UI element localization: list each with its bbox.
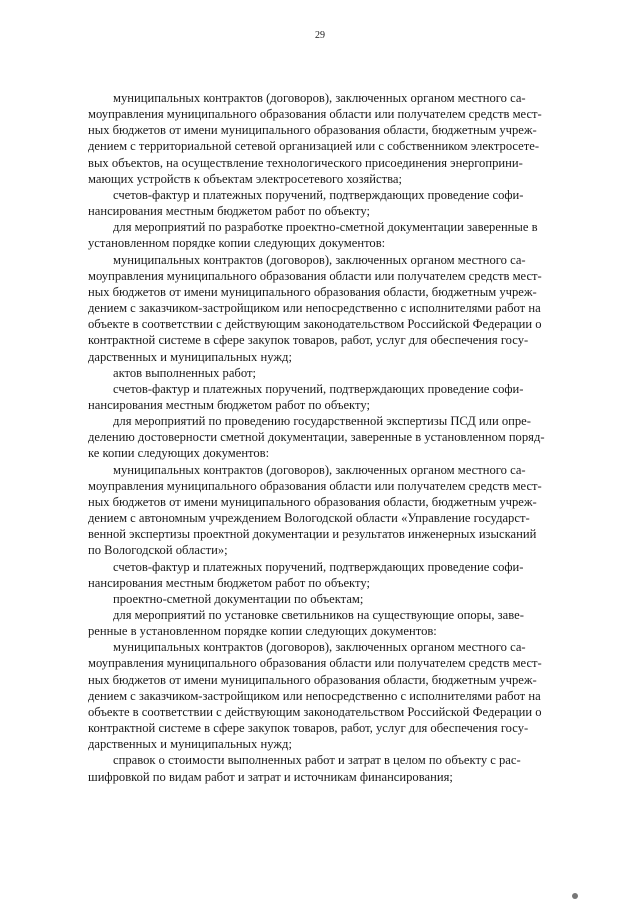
page-number: 29	[315, 30, 325, 41]
document-body	[88, 90, 584, 785]
paragraph: муниципальных контрактов (договоров), заключенных органом местного са- моуправления муниципального образования области или получателем средств мест- ных бюджетов от имени муниципального образования области, бюджетным учреж- дением с заказчиком-застройщиком или непосредственно с исполнителями работ на объекте в соответствии с действующим законодательством Российской Федерации о контрактной системе в сфере закупок товаров, работ, услуг для обеспечения госу- дарственных и муниципальных нужд;	[88, 640, 542, 752]
paragraph: справок о стоимости выполненных работ и затрат в целом по объекту с рас- шифровкой по видам работ и затрат и источникам финансирования;	[88, 753, 521, 784]
paragraph: актов выполненных работ;	[113, 365, 256, 380]
paragraph: для мероприятий по разработке проектно-сметной документации заверенные в установленном порядке копии следующих документов:	[88, 220, 538, 251]
paragraph: муниципальных контрактов (договоров), заключенных органом местного са- моуправления муниципального образования области или получателем средств мест- ных бюджетов от имени муниципального образования области, бюджетным учреж- дением с заказчиком-застройщиком или непосредственно с исполнителями работ на объекте в соответствии с действующим законодательством Российской Федерации о контрактной системе в сфере закупок товаров, работ, услуг для обеспечения госу- дарственных и муниципальных нужд;	[88, 252, 542, 364]
scan-artifact-bottom	[572, 893, 578, 899]
paragraph: для мероприятий по установке светильников на существующие опоры, заве- ренные в установленном порядке копии следующих документов:	[88, 608, 524, 639]
paragraph: муниципальных контрактов (договоров), заключенных органом местного са- моуправления муниципального образования области или получателем средств мест- ных бюджетов от имени муниципального образования области, бюджетным учреж- дением с территориальной сетевой организацией или с собственником электросете- вых объектов, на осуществление технологического присоединения энергоприни- мающих устройств к объектам электросетевого хозяйства;	[88, 91, 542, 186]
paragraph: счетов-фактур и платежных поручений, подтверждающих проведение софи- нансирования местным бюджетом работ по объекту;	[88, 381, 524, 412]
paragraph: счетов-фактур и платежных поручений, подтверждающих проведение софи- нансирования местным бюджетом работ по объекту;	[88, 559, 524, 590]
paragraph: проектно-сметной документации по объектам;	[113, 591, 364, 606]
paragraph: счетов-фактур и платежных поручений, подтверждающих проведение софи- нансирования местным бюджетом работ по объекту;	[88, 187, 524, 219]
paragraph: муниципальных контрактов (договоров), заключенных органом местного са- моуправления муниципального образования области или получателем средств мест- ных бюджетов от имени муниципального образования области, бюджетным учреж- дением с автономным учреждением Вологодской области «Управление государст- венной экспертизы проектной документации и результатов инженерных изысканий по Вологодской области»;	[88, 462, 542, 558]
scan-artifact-top	[562, 0, 586, 3]
paragraph: для мероприятий по проведению государственной экспертизы ПСД или опре- делению достоверности сметной документации, заверенные в установленном поряд- ке копии следующих документов:	[88, 414, 545, 461]
